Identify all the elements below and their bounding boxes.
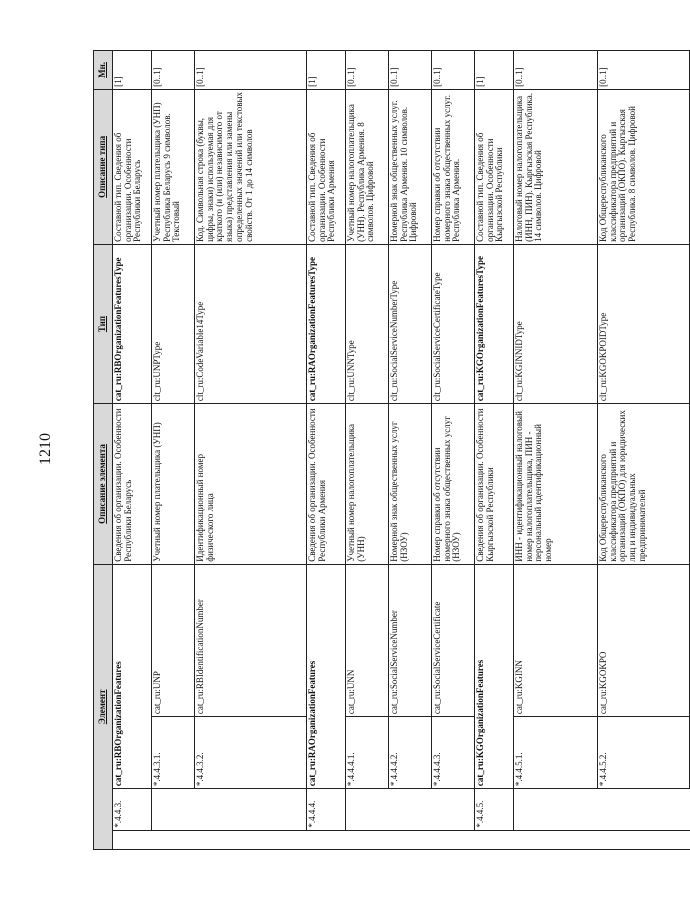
table-row [389,51,432,850]
rotated-table-container [93,50,647,850]
type-description: Код. Символьная строка (буквы, цифры, знаки) используемая для краткого (и (или) независимого от языка) представления или замены определенных значений или текстовых свойств. От 1 до 14 символов [195,89,307,244]
table-row [307,51,346,850]
row-number: *.4.4.4.1. [346,717,389,789]
table-header-row [94,51,113,850]
indent-cell [152,830,195,849]
element-description: Учетный номер налогоплательщика (УНН) [346,404,389,565]
indent-cell [346,830,389,849]
type-name: clt_ru:KGOKPOIDType [598,244,690,403]
indent-cell [514,789,598,831]
multiplicity: [1] [475,51,514,90]
indent-cell [152,789,195,831]
type-description: Код Общереспубликанского классификатора предприятий и организаций (ОКПО). Кыргызская Республика. 8 символов. Цифровой [598,89,690,244]
indent-cell [346,789,389,831]
indent-cell [432,830,475,849]
table-row [113,51,152,850]
type-description: Учетный номер плательщика (УНП) Республика Беларусь 9 символов. Текстовый [152,89,195,244]
multiplicity: [0..1] [152,51,195,90]
type-description: Составной тип. Сведения об организации. Особенности Республики Беларусь [113,89,152,244]
type-name: clt_ru:UNNType [346,244,389,403]
type-description: Налоговый номер налогоплательщика (ИНН, ПИН). Кыргызская Республика. 14 символов. Цифровой [514,89,598,244]
multiplicity: [0..1] [346,51,389,90]
table-row [514,51,598,850]
type-name: cat_ru:RAOrganizationFeaturesType [307,244,346,403]
indent-cell [475,830,514,849]
header-element-description: Описание элемента [94,404,113,565]
row-number: *.4.4.5. [475,789,514,831]
type-description: Составной тип. Сведения об организации. Особенности Кыргызской Республики [475,89,514,244]
type-name: clt_ru:UNPType [152,244,195,403]
indent-cell [598,789,690,831]
header-type-description: Описание типа [94,89,113,244]
table-row [475,51,514,850]
multiplicity: [0..1] [432,51,475,90]
element-description: Сведения об организации. Особенности Республики Беларусь [113,404,152,565]
indent-cell [432,789,475,831]
row-number: *.4.4.4.3. [432,717,475,789]
row-number: *.4.4.4. [307,789,346,831]
element-description: Код Общереспубликанского классификатора предприятий и организаций (ОКПО) для юридических лиц и индивидуальных предпринимателей [598,404,690,565]
multiplicity: [0..1] [598,51,690,90]
row-number: *.4.4.5.2. [598,717,690,789]
element-name: cat_ru:SocialServiceNumber [389,564,432,716]
indent-cell [113,830,152,849]
type-name: cat_ru:RBOrganizationFeaturesType [113,244,152,403]
multiplicity: [1] [113,51,152,90]
page-number: 1210 [37,433,54,465]
type-name: clt_ru:SocialServiceCertificateType [432,244,475,403]
header-multiplicity: Мн. [94,51,113,90]
element-name: cat_ru:KGOrganizationFeatures [475,564,514,788]
elements-table [93,50,690,850]
element-name: cat_ru:RBOrganizationFeatures [113,564,152,788]
indent-cell [389,789,432,831]
row-number: *.4.4.4.2. [389,717,432,789]
table-row [598,51,690,850]
type-description: Номерной знак общественных услуг. Республика Армения. 10 символов. Цифровой [389,89,432,244]
element-name: cat_ru:RAOrganizationFeatures [307,564,346,788]
element-name: cat_ru:UNP [152,564,195,716]
element-description: Идентификационный номер физического лица [195,404,307,565]
type-name: clt_ru:SocialServiceNumberType [389,244,432,403]
element-name: cat_ru:SocialServiceCertificate [432,564,475,716]
element-name: cat_ru:KGOKPO [598,564,690,716]
row-number: *.4.4.3.2. [195,717,307,789]
multiplicity: [0..1] [389,51,432,90]
element-description: ИНН - идентификационный налоговый номер налогоплательщика, ПИН - персональный идентификационный номер [514,404,598,565]
table-row [152,51,195,850]
element-name: cat_ru:KGINN [514,564,598,716]
type-name: cat_ru:KGOrganizationFeaturesType [475,244,514,403]
table-row [195,51,307,850]
indent-cell [389,830,432,849]
table-row [346,51,389,850]
multiplicity: [1] [307,51,346,90]
header-element: Элемент [94,564,113,849]
element-description: Сведения об организации. Особенности Республики Армения [307,404,346,565]
type-description: Составной тип. Сведения об организации. Особенности Республики Армения [307,89,346,244]
indent-cell [195,789,307,831]
indent-cell [307,830,346,849]
row-number: *.4.4.5.1. [514,717,598,789]
indent-cell [514,830,598,849]
header-type: Тип [94,244,113,403]
row-number: *.4.4.3. [113,789,152,831]
multiplicity: [0..1] [195,51,307,90]
type-description: Учетный номер налогоплательщика (УНН). Республика Армения. 8 символов. Цифровой [346,89,389,244]
type-name: clt_ru:KGINNIDType [514,244,598,403]
type-description: Номер справки об отсутствии номерного знака общественных услуг. Республика Армения. [432,89,475,244]
multiplicity: [0..1] [514,51,598,90]
element-name: cat_ru:UNN [346,564,389,716]
row-number: *.4.4.3.1. [152,717,195,789]
element-description: Учетный номер плательщика (УНП) [152,404,195,565]
element-description: Сведения об организации. Особенности Кыргызской Республики [475,404,514,565]
element-description: Номерной знак общественных услуг (НЗОУ) [389,404,432,565]
indent-cell [195,830,307,849]
type-name: clt_ru:CodeVariable14Type [195,244,307,403]
table-row [432,51,475,850]
element-name: cat_ru:RBIdentificationNumber [195,564,307,716]
element-description: Номер справки об отсутствии номерного знака общественных услуг (НЗОУ) [432,404,475,565]
indent-cell [598,830,690,849]
